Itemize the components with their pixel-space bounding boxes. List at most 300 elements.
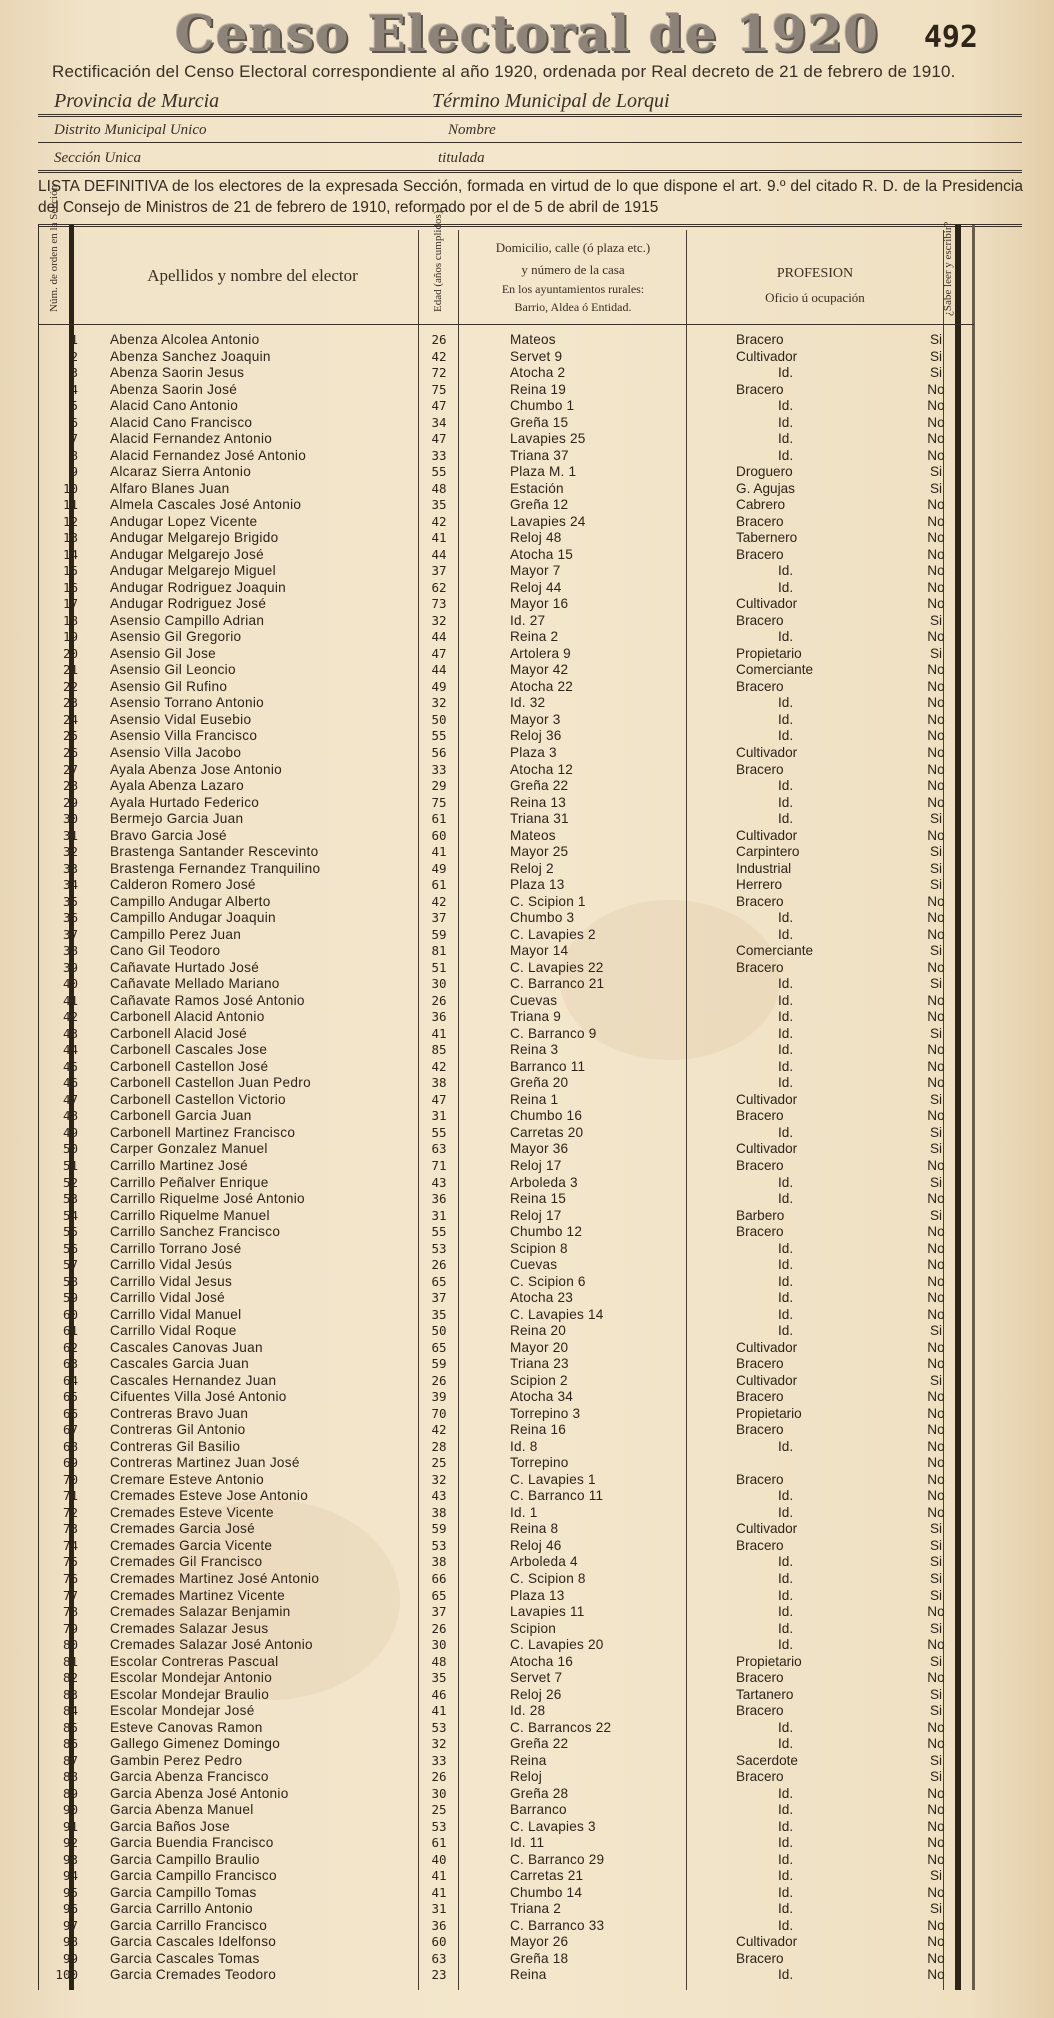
table-row — [0, 464, 1054, 481]
row-number: 55 — [62, 1224, 78, 1240]
table-row — [0, 976, 1054, 993]
elector-address: Barranco — [510, 1802, 567, 1818]
elector-age: 47 — [431, 1091, 447, 1107]
table-row — [0, 448, 1054, 465]
elector-address: Reina 19 — [510, 381, 567, 397]
elector-age: 59 — [431, 1521, 447, 1537]
table-row — [0, 1455, 1054, 1472]
elector-address: Reloj 26 — [510, 1686, 562, 1702]
literacy-flag: Si — [929, 1868, 943, 1884]
lista-definitiva-text: LISTA DEFINITIVA de los electores de la expresada Sección, formada en virtud de lo que dispone el art. 9.º del citado R. D. de la Presidencia del Consejo de Ministros de 21 de febrero de 1910, reformado por el de 5 de abril de 1915 — [38, 178, 1023, 216]
column-header-sabe: ¿Sabe leer y escribir? — [942, 221, 954, 316]
row-number: 11 — [62, 497, 78, 513]
elector-name: Andugar Rodriguez Joaquin — [110, 579, 287, 595]
elector-profession: Cultivador — [736, 1521, 798, 1537]
table-row — [0, 1934, 1054, 1951]
elector-profession: Id. — [778, 976, 794, 992]
elector-address: Reina 8 — [510, 1521, 559, 1537]
row-number: 13 — [62, 530, 78, 546]
table-row — [0, 365, 1054, 382]
elector-name: Asensio Gil Rufino — [110, 678, 228, 694]
elector-age: 26 — [431, 332, 447, 347]
elector-address: Triana 9 — [510, 1009, 561, 1025]
table-row — [0, 1042, 1054, 1059]
table-row — [0, 795, 1054, 812]
elector-name: Campillo Perez Juan — [110, 926, 242, 942]
elector-age: 43 — [431, 1174, 447, 1190]
column-header-prof-sub: Oficio ú ocupación — [765, 290, 865, 305]
elector-address: Torrepino 3 — [510, 1405, 581, 1421]
literacy-flag: Si — [929, 976, 943, 992]
elector-age: 34 — [431, 414, 447, 430]
elector-age: 81 — [431, 943, 447, 959]
elector-age: 31 — [431, 1901, 447, 1917]
elector-profession: Id. — [778, 1835, 794, 1851]
literacy-flag: Si — [929, 1124, 943, 1140]
row-number: 49 — [62, 1124, 78, 1140]
elector-name: Contreras Martinez Juan José — [110, 1455, 300, 1471]
elector-name: Carrillo Riquelme José Antonio — [110, 1191, 305, 1207]
table-row — [0, 1885, 1054, 1902]
elector-age: 31 — [431, 1207, 447, 1223]
elector-profession: Id. — [778, 1604, 794, 1620]
literacy-flag: No — [927, 1736, 945, 1752]
row-number: 28 — [62, 778, 78, 794]
row-number: 98 — [62, 1934, 78, 1950]
elector-name: Carbonell Martinez Francisco — [110, 1124, 296, 1140]
elector-address: C. Lavapies 3 — [510, 1818, 596, 1834]
titulada-label: titulada — [438, 150, 485, 166]
elector-age: 53 — [431, 1719, 447, 1735]
literacy-flag: No — [927, 1158, 945, 1173]
literacy-flag: No — [927, 497, 945, 513]
row-number: 36 — [62, 910, 78, 926]
elector-address: Scipion 2 — [510, 1372, 568, 1388]
elector-profession: Bracero — [736, 1670, 784, 1686]
elector-age: 32 — [431, 1471, 447, 1487]
elector-address: Greña 22 — [510, 1736, 569, 1752]
elector-address: C. Lavapies 20 — [510, 1637, 604, 1653]
table-row — [0, 960, 1054, 977]
literacy-flag: No — [927, 695, 945, 711]
row-number: 94 — [62, 1868, 78, 1884]
elector-age: 26 — [431, 1769, 447, 1785]
elector-name: Brastenga Fernandez Tranquilino — [110, 860, 321, 876]
elector-age: 49 — [431, 678, 447, 694]
elector-profession: Id. — [778, 447, 794, 463]
row-number: 51 — [62, 1158, 78, 1173]
row-number: 79 — [62, 1620, 78, 1636]
elector-profession: Id. — [778, 695, 794, 711]
elector-address: Torrepino — [510, 1455, 569, 1471]
elector-name: Cremades Martinez Vicente — [110, 1587, 285, 1603]
row-number: 19 — [62, 629, 78, 645]
nombre-label: Nombre — [448, 122, 496, 138]
row-number: 69 — [62, 1455, 78, 1471]
row-number: 9 — [70, 464, 78, 480]
elector-address: Mayor 3 — [510, 711, 561, 727]
elector-address: Reina 2 — [510, 629, 559, 645]
elector-age: 42 — [431, 348, 447, 364]
row-number: 8 — [70, 447, 78, 463]
elector-profession: Bracero — [736, 1422, 784, 1438]
table-row — [0, 695, 1054, 712]
elector-age: 63 — [431, 1950, 447, 1966]
elector-address: Reina — [510, 1752, 547, 1768]
elector-address: Scipion — [510, 1620, 556, 1636]
table-row — [0, 1389, 1054, 1406]
elector-age: 61 — [431, 811, 447, 827]
elector-profession: Id. — [778, 1554, 794, 1570]
literacy-flag: No — [927, 711, 945, 727]
table-row — [0, 861, 1054, 878]
elector-age: 25 — [431, 1455, 447, 1471]
literacy-flag: No — [927, 778, 945, 794]
elector-address: Reina 20 — [510, 1323, 567, 1339]
elector-address: Mayor 42 — [510, 662, 569, 678]
elector-age: 49 — [431, 860, 447, 876]
elector-age: 35 — [431, 1670, 447, 1686]
elector-address: Carretas 21 — [510, 1868, 584, 1884]
elector-name: Carbonell Castellon Victorio — [110, 1091, 286, 1107]
row-number: 70 — [62, 1471, 78, 1487]
elector-name: Cano Gil Teodoro — [110, 943, 221, 959]
elector-profession: Bracero — [736, 1769, 784, 1785]
literacy-flag: No — [927, 1719, 945, 1735]
elector-address: Reina 1 — [510, 1091, 559, 1107]
elector-age: 39 — [431, 1389, 447, 1405]
elector-address: Atocha 15 — [510, 546, 574, 562]
literacy-flag: Si — [929, 348, 943, 364]
column-header-age: Edad (años cumplidos) — [432, 210, 444, 312]
elector-name: Carrillo Vidal Jesus — [110, 1273, 233, 1289]
elector-name: Cascales Canovas Juan — [110, 1339, 263, 1355]
table-row — [0, 1191, 1054, 1208]
elector-profession: Cultivador — [736, 1372, 798, 1388]
elector-name: Andugar Rodriguez José — [110, 596, 267, 612]
elector-name: Carrillo Torrano José — [110, 1240, 242, 1256]
table-row — [0, 629, 1054, 646]
table-row — [0, 943, 1054, 960]
elector-name: Asensio Villa Jacobo — [110, 745, 242, 760]
elector-address: Reloj 36 — [510, 728, 562, 744]
row-number: 53 — [62, 1191, 78, 1207]
table-row — [0, 877, 1054, 894]
elector-age: 63 — [431, 1141, 447, 1157]
row-number: 20 — [62, 645, 78, 661]
elector-name: Carbonell Alacid José — [110, 1025, 248, 1041]
row-number: 99 — [62, 1950, 78, 1966]
table-row — [0, 993, 1054, 1010]
elector-profession: Bracero — [736, 678, 784, 694]
literacy-flag: No — [927, 629, 945, 645]
elector-profession: Bracero — [736, 513, 784, 529]
elector-name: Esteve Canovas Ramon — [110, 1719, 263, 1735]
elector-age: 33 — [431, 1752, 447, 1768]
elector-address: C. Barranco 11 — [510, 1488, 604, 1504]
literacy-flag: No — [927, 1835, 945, 1851]
elector-name: Alacid Cano Antonio — [110, 398, 239, 414]
row-number: 37 — [62, 926, 78, 942]
elector-address: Reina 3 — [510, 1042, 559, 1058]
elector-name: Asensio Villa Francisco — [110, 728, 258, 744]
elector-name: Ayala Abenza Lazaro — [110, 778, 244, 794]
elector-address: C. Barrancos 22 — [510, 1719, 612, 1735]
table-row — [0, 497, 1054, 514]
literacy-flag: Si — [929, 480, 943, 496]
elector-age: 53 — [431, 1240, 447, 1256]
elector-profession: Id. — [778, 579, 794, 595]
row-number: 41 — [62, 992, 78, 1008]
literacy-flag: No — [927, 1504, 945, 1520]
elector-profession: Id. — [778, 1802, 794, 1818]
elector-profession: Bracero — [736, 332, 784, 347]
table-row — [0, 1604, 1054, 1621]
elector-profession: Id. — [778, 1323, 794, 1339]
elector-profession: Propietario — [736, 1653, 802, 1669]
table-row — [0, 530, 1054, 547]
literacy-flag: No — [927, 1108, 945, 1124]
elector-name: Cañavate Ramos José Antonio — [110, 992, 305, 1008]
row-number: 54 — [62, 1207, 78, 1223]
elector-profession: Carpintero — [736, 844, 800, 860]
elector-age: 44 — [431, 546, 447, 562]
elector-profession: Id. — [778, 1504, 794, 1520]
elector-age: 38 — [431, 1554, 447, 1570]
elector-profession: Bracero — [736, 1389, 784, 1405]
elector-name: Carbonell Castellon José — [110, 1058, 269, 1074]
row-number: 73 — [62, 1521, 78, 1537]
elector-profession: Bracero — [736, 1537, 784, 1553]
row-number: 48 — [62, 1108, 78, 1124]
literacy-flag: No — [927, 910, 945, 926]
elector-name: Carper Gonzalez Manuel — [110, 1141, 268, 1157]
table-row — [0, 1720, 1054, 1737]
literacy-flag: No — [927, 1917, 945, 1933]
elector-age: 32 — [431, 695, 447, 711]
literacy-flag: Si — [929, 1587, 943, 1603]
row-number: 57 — [62, 1257, 78, 1273]
literacy-flag: Si — [929, 1174, 943, 1190]
elector-profession: Id. — [778, 1637, 794, 1653]
elector-age: 41 — [431, 1884, 447, 1900]
table-row — [0, 1158, 1054, 1175]
elector-age: 51 — [431, 959, 447, 975]
literacy-flag: No — [927, 1224, 945, 1240]
elector-name: Carrillo Riquelme Manuel — [110, 1207, 270, 1223]
literacy-flag: No — [927, 1405, 945, 1421]
elector-address: Plaza 13 — [510, 1587, 565, 1603]
elector-name: Escolar Mondejar José — [110, 1703, 255, 1719]
literacy-flag: No — [927, 1818, 945, 1834]
row-number: 30 — [62, 811, 78, 827]
table-row — [0, 1373, 1054, 1390]
table-row — [0, 1092, 1054, 1109]
distrito-label: Distrito Municipal Unico — [54, 122, 207, 138]
elector-age: 75 — [431, 794, 447, 810]
elector-name: Carbonell Alacid Antonio — [110, 1009, 265, 1025]
table-row — [0, 580, 1054, 597]
elector-age: 55 — [431, 1224, 447, 1240]
row-number: 38 — [62, 943, 78, 959]
elector-name: Bermejo Garcia Juan — [110, 811, 244, 827]
elector-name: Garcia Abenza Francisco — [110, 1769, 269, 1785]
elector-name: Cremades Esteve Vicente — [110, 1504, 274, 1520]
elector-age: 36 — [431, 1917, 447, 1933]
elector-profession: Id. — [778, 563, 794, 579]
literacy-flag: No — [927, 1009, 945, 1025]
table-row — [0, 1125, 1054, 1142]
literacy-flag: No — [927, 1785, 945, 1801]
elector-age: 26 — [431, 1620, 447, 1636]
rule-line — [38, 142, 1022, 143]
elector-address: C. Scipion 8 — [510, 1571, 586, 1586]
table-row — [0, 1340, 1054, 1357]
literacy-flag: No — [927, 1438, 945, 1454]
table-row — [0, 1703, 1054, 1720]
literacy-flag: No — [927, 678, 945, 694]
elector-age: 41 — [431, 844, 447, 860]
literacy-flag: No — [927, 546, 945, 562]
elector-address: Reloj 17 — [510, 1207, 562, 1223]
elector-address: Id. 8 — [510, 1438, 538, 1454]
elector-age: 59 — [431, 926, 447, 942]
table-row — [0, 1257, 1054, 1274]
elector-address: C. Lavapies 22 — [510, 959, 604, 975]
elector-name: Garcia Cascales Tomas — [110, 1950, 260, 1966]
table-row — [0, 1554, 1054, 1571]
elector-name: Carrillo Peñalver Enrique — [110, 1174, 269, 1190]
literacy-flag: No — [927, 398, 945, 414]
literacy-flag: Si — [929, 1323, 943, 1339]
elector-address: Cuevas — [510, 992, 558, 1008]
elector-profession: Id. — [778, 1438, 794, 1454]
row-number: 22 — [62, 678, 78, 694]
elector-address: Arboleda 4 — [510, 1554, 578, 1570]
elector-profession: Id. — [778, 365, 794, 381]
elector-name: Carrillo Vidal José — [110, 1290, 226, 1306]
elector-address: Reloj 2 — [510, 860, 554, 876]
elector-profession: Id. — [778, 1818, 794, 1834]
elector-profession: Id. — [778, 728, 794, 744]
row-number: 14 — [62, 546, 78, 562]
elector-address: Mayor 25 — [510, 844, 569, 860]
literacy-flag: No — [927, 596, 945, 612]
elector-address: Atocha 16 — [510, 1653, 574, 1669]
elector-address: Mayor 14 — [510, 943, 569, 959]
elector-address: Reina 16 — [510, 1422, 567, 1438]
table-row — [0, 1274, 1054, 1291]
elector-age: 47 — [431, 645, 447, 661]
table-row — [0, 1769, 1054, 1786]
elector-profession: Id. — [778, 1290, 794, 1306]
elector-age: 56 — [431, 745, 447, 760]
elector-address: Greña 18 — [510, 1950, 569, 1966]
row-number: 80 — [62, 1637, 78, 1653]
elector-profession: Industrial — [736, 860, 792, 876]
row-number: 45 — [62, 1058, 78, 1074]
elector-name: Abenza Sanchez Joaquin — [110, 348, 271, 364]
elector-name: Garcia Abenza Manuel — [110, 1802, 254, 1818]
elector-name: Gallego Gimenez Domingo — [110, 1736, 281, 1752]
elector-address: Servet 7 — [510, 1670, 563, 1686]
elector-profession: Cultivador — [736, 348, 798, 364]
elector-profession: Bracero — [736, 959, 784, 975]
literacy-flag: Si — [929, 1752, 943, 1768]
literacy-flag: Si — [929, 332, 943, 347]
row-number: 43 — [62, 1025, 78, 1041]
table-row — [0, 745, 1054, 762]
elector-profession: Id. — [778, 1009, 794, 1025]
elector-age: 33 — [431, 447, 447, 463]
elector-age: 29 — [431, 778, 447, 794]
table-row — [0, 1571, 1054, 1588]
table-row — [0, 1241, 1054, 1258]
elector-profession: Bracero — [736, 893, 784, 909]
elector-name: Brastenga Santander Rescevinto — [110, 844, 319, 860]
row-number: 3 — [70, 365, 78, 381]
row-number: 18 — [62, 612, 78, 628]
elector-name: Asensio Vidal Eusebio — [110, 711, 252, 727]
elector-profession: Sacerdote — [736, 1752, 798, 1768]
table-row — [0, 1356, 1054, 1373]
elector-age: 73 — [431, 596, 447, 612]
row-number: 92 — [62, 1835, 78, 1851]
elector-name: Calderon Romero José — [110, 877, 256, 893]
elector-age: 70 — [431, 1405, 447, 1421]
elector-name: Asensio Gil Leoncio — [110, 662, 236, 678]
table-row — [0, 398, 1054, 415]
elector-name: Cremades Salazar Jesus — [110, 1620, 269, 1636]
elector-name: Cifuentes Villa José Antonio — [110, 1389, 287, 1405]
elector-address: Estación — [510, 480, 564, 496]
table-row — [0, 1505, 1054, 1522]
elector-age: 75 — [431, 381, 447, 397]
elector-profession: Propietario — [736, 1405, 802, 1421]
literacy-flag: No — [927, 827, 945, 843]
elector-name: Andugar Lopez Vicente — [110, 513, 258, 529]
elector-age: 65 — [431, 1273, 447, 1289]
elector-age: 71 — [431, 1158, 447, 1173]
elector-age: 38 — [431, 1075, 447, 1091]
elector-age: 65 — [431, 1587, 447, 1603]
elector-address: Barranco 11 — [510, 1058, 586, 1074]
elector-profession: Id. — [778, 1620, 794, 1636]
literacy-flag: No — [927, 414, 945, 430]
row-number: 29 — [62, 794, 78, 810]
elector-age: 42 — [431, 893, 447, 909]
literacy-flag: Si — [929, 1025, 943, 1041]
elector-address: C. Barranco 29 — [510, 1851, 605, 1867]
elector-name: Carrillo Vidal Jesús — [110, 1257, 233, 1273]
elector-name: Contreras Gil Antonio — [110, 1422, 246, 1438]
literacy-flag: Si — [929, 365, 943, 381]
table-row — [0, 1918, 1054, 1935]
literacy-flag: No — [927, 794, 945, 810]
elector-name: Cremades Gil Francisco — [110, 1554, 263, 1570]
column-header-dom-3: En los ayuntamientos rurales: — [501, 282, 645, 296]
literacy-flag: No — [927, 513, 945, 529]
elector-age: 50 — [431, 1323, 447, 1339]
literacy-flag: Si — [929, 1620, 943, 1636]
literacy-flag: Si — [929, 860, 943, 876]
elector-profession: Cultivador — [736, 745, 798, 760]
elector-profession: Cabrero — [736, 497, 786, 513]
literacy-flag: No — [927, 728, 945, 744]
elector-name: Cremades Salazar Benjamin — [110, 1604, 291, 1620]
row-number: 78 — [62, 1604, 78, 1620]
column-header-name: Apellidos y nombre del elector — [147, 266, 358, 285]
